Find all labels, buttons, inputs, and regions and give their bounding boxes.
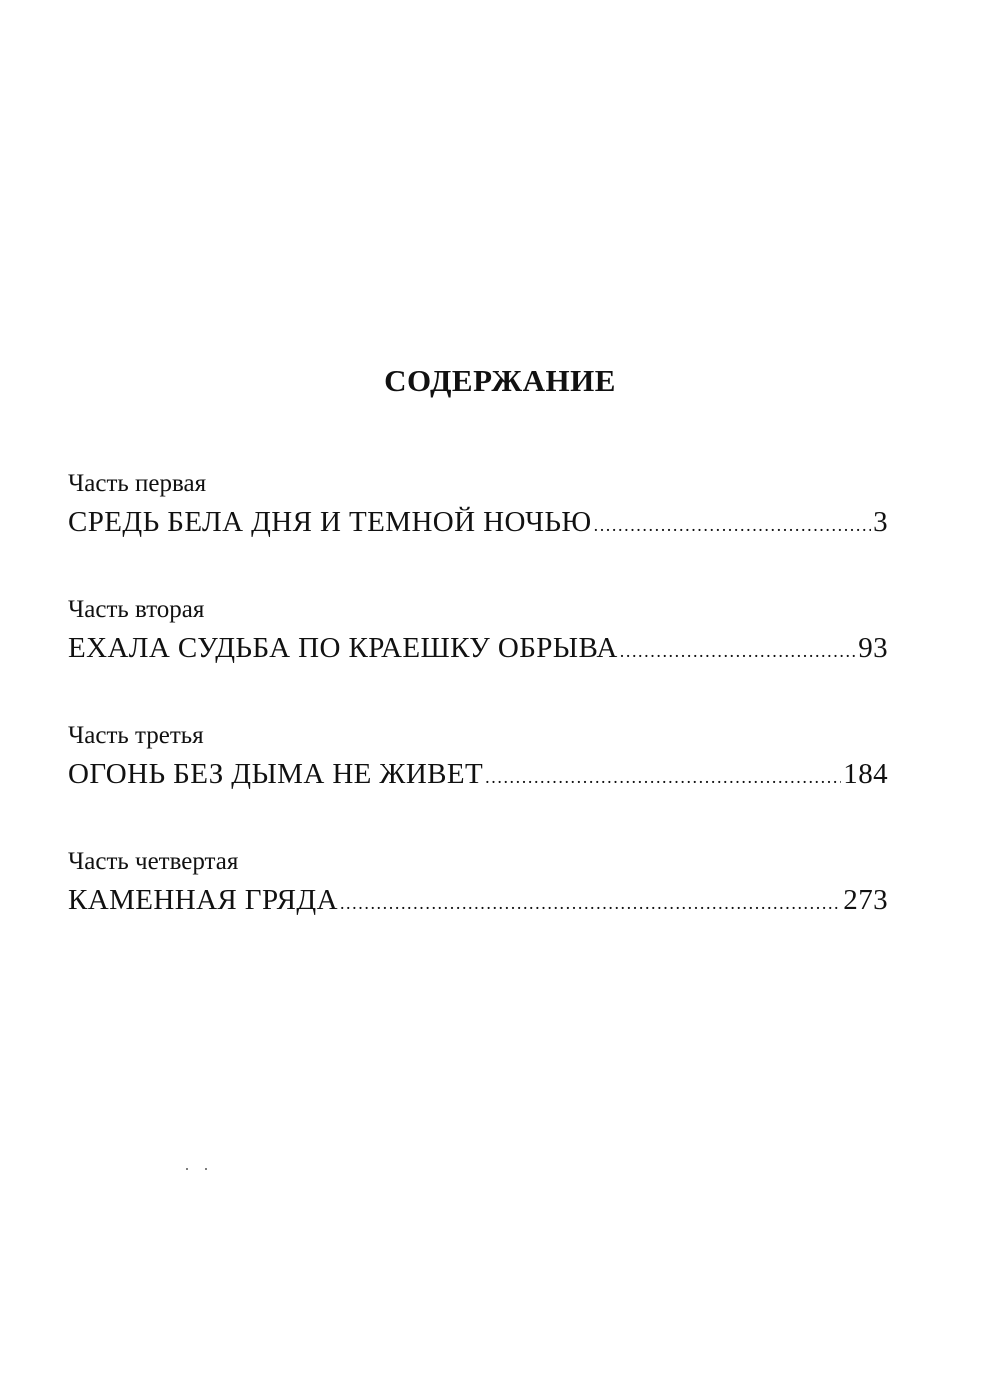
entry-line <box>68 502 888 545</box>
entry-title: ЕХАЛА СУДЬБА ПО КРАЕШКУ ОБРЫВА <box>68 632 618 664</box>
entry-title: ОГОНЬ БЕЗ ДЫМА НЕ ЖИВЕТ <box>68 758 484 790</box>
page-number: 184 <box>843 758 888 790</box>
toc-entry <box>68 468 888 594</box>
entry-title: КАМЕННАЯ ГРЯДА <box>68 884 338 916</box>
part-label: Часть вторая <box>68 596 205 623</box>
toc-entry <box>68 720 888 846</box>
dot-leader <box>594 505 872 545</box>
table-of-contents <box>68 468 888 972</box>
dot-leader <box>340 883 841 923</box>
entry-title: СРЕДЬ БЕЛА ДНЯ И ТЕМНОЙ НОЧЬЮ <box>68 506 592 538</box>
toc-entry <box>68 594 888 720</box>
part-label: Часть третья <box>68 722 204 749</box>
page-number: 273 <box>843 884 888 916</box>
entry-line <box>68 880 888 923</box>
part-label: Часть первая <box>68 470 207 497</box>
page-title: СОДЕРЖАНИЕ <box>384 363 616 398</box>
part-label: Часть четвертая <box>68 848 239 875</box>
page-number: 3 <box>873 506 888 538</box>
scan-speck <box>186 1168 188 1170</box>
entry-line <box>68 754 888 797</box>
scan-speck <box>205 1168 207 1170</box>
toc-entry <box>68 846 888 972</box>
entry-line <box>68 628 888 671</box>
dot-leader <box>620 631 856 671</box>
dot-leader <box>485 757 841 797</box>
page-number: 93 <box>858 632 888 664</box>
